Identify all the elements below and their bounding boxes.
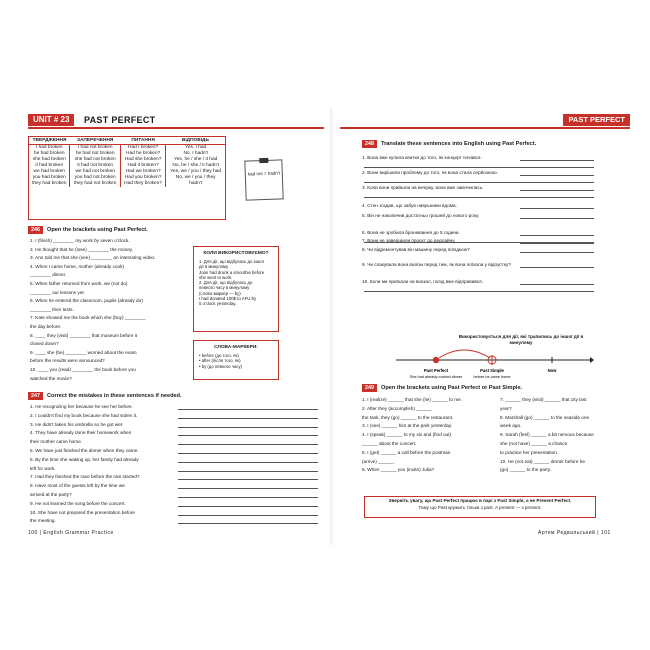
exercise-line: to practice her presentation. (500, 449, 559, 455)
table-cell: Had you broken? (120, 175, 165, 181)
marker-item: • before (до того, як) (199, 353, 239, 358)
table-cell: you had not broken (70, 175, 120, 181)
exercise-line: 4. When I came home, mother (already cook) (30, 263, 125, 269)
unit-title: PAST PERFECT (84, 115, 156, 125)
pin-icon (259, 158, 268, 163)
answer-line[interactable] (520, 284, 594, 285)
exercise-line: 3. I (see) ______ him at the park yesterday. (362, 423, 453, 429)
exercise-line: the task, they (go) ______ to the restaurant. (362, 414, 454, 420)
table-cell: No, he / she / it hadn't (172, 163, 219, 168)
right-footer: Артем Редвальський | 101 (538, 530, 611, 536)
note-text: had not = hadn't (247, 170, 280, 177)
table-row (29, 181, 225, 187)
exercise-line: arrived at the party? (30, 492, 72, 497)
exercise-line: 6. When he entered the classroom, pupils (already do) (30, 298, 143, 304)
table-header: ТВЕРДЖЕННЯ (29, 137, 70, 145)
answer-line[interactable] (520, 243, 594, 244)
note-line: Зверніть увагу, що Past Perfect працює в парі з Past Simple, а не Present Perfect. (388, 498, 572, 503)
markers-box-title: СЛОВА-МАРКЕРИ: (214, 345, 258, 350)
unit-header (28, 114, 324, 129)
usage-item: Joan had drunk a smoothie before (199, 269, 265, 275)
exercise-line: ______ about the concert. (362, 441, 417, 446)
exercise-line: 10. Коли ми приїхали на вокзал, поїзд вже відправився. (362, 279, 483, 284)
answer-line[interactable] (520, 208, 594, 209)
exercise-line: 3. Коли вони прийшли на вечірку, вона вже закінчилась. (362, 185, 484, 190)
answer-line[interactable] (178, 444, 318, 445)
table-cell: No, we / you / they (175, 175, 216, 180)
exercise-line: 10. She have not prepared the presentation before (30, 509, 136, 515)
exercise-line: 7. ______ they (visit) ______ that city last (500, 397, 587, 402)
table-header: ЗАПЕРЕЧЕННЯ (70, 137, 120, 145)
table-cell: Yes, he / she / it had (174, 157, 218, 162)
exercise-line: 3. Ann told me that she (see) ________ an interesting video. (30, 255, 156, 261)
table-cell: I had not broken (70, 145, 120, 152)
answer-line[interactable] (178, 479, 318, 480)
table-header: ВІДПОВІДЬ (166, 137, 225, 145)
note-line: Тому що Past кружить тільки з past. A present — з present. (418, 505, 542, 510)
timeline-arrow (439, 350, 490, 358)
exercise-line: 10. He (not eat) ______ dinner before he (500, 458, 585, 464)
answer-line[interactable] (364, 197, 594, 198)
exercise-line: 2. He thought that he (lose) ________ the money. (30, 246, 134, 252)
table-cell: he had not broken (70, 151, 120, 157)
answer-line[interactable] (520, 235, 594, 236)
grammar-note-box (364, 496, 596, 518)
table-cell: Had it broken? (120, 163, 165, 169)
exercise-line: 7. Had they finished the race before the rain started? (30, 474, 140, 480)
timeline-hint: Використовується для дії, які трапились до іншої дії в минулому (458, 334, 584, 345)
exercise-line: 1. Вона вже купила квитки до того, як концерт почався. (362, 155, 482, 160)
marker-item: • by (до певного часу) (199, 363, 243, 369)
marker-item: • after (після того, як) (199, 358, 241, 364)
table-cell: she had broken (29, 157, 70, 163)
table-cell: hadn't (189, 181, 203, 186)
exercise-line: week ago. (500, 423, 522, 429)
exercise-line: 6. When ______ you (invite) Julia? (362, 467, 435, 473)
answer-line[interactable] (364, 291, 594, 292)
exercise-line: left for work. (30, 465, 56, 471)
exercise-line: 5. I (get) ______ a call before the postman (362, 449, 451, 455)
table-cell: it had broken (29, 163, 70, 169)
table-cell: Had I broken? (120, 145, 165, 152)
usage-item: дії в минулому (199, 264, 229, 270)
exercise-line: 2. After they (accomplish) ______ (362, 405, 432, 411)
exercise-line: 6. Вона не зробила бронювання до 5 години. (362, 230, 460, 235)
exercise-line: 8. ____ they (visit) ________ that museum before it (30, 332, 138, 338)
table-cell: Had she broken? (120, 157, 165, 163)
markers-box (193, 340, 279, 380)
exercise-line: 6. By the time she waking up, her family had already (30, 456, 139, 462)
exercise-title: Translate these sentences into English using Past Perfect. (381, 141, 537, 147)
table-cell: Yes, we / you / they had (170, 169, 222, 174)
exercise-title: Open the brackets using Past Perfect. (47, 227, 148, 233)
exercise-line: 4. I (speak) ______ to my sis and (find out) (362, 432, 452, 438)
exercise-line: 4. They have already done their homework when (30, 430, 132, 436)
right-badge: PAST PERFECT (563, 114, 630, 126)
exercise-line: 9. Sarah (feel) ______ a bit nervous because (500, 432, 594, 438)
answer-line[interactable] (364, 182, 594, 183)
answer-line[interactable] (520, 175, 594, 176)
table-header: ПИТАННЯ (120, 137, 165, 145)
table-cell: we had broken (29, 169, 70, 175)
exercise-line: before the results were announced? (30, 358, 105, 364)
exercise-line: 2. I couldn't find my book because she had stolen it. (30, 412, 138, 418)
exercise-line: 8. Have most of the guests left by the time we (30, 483, 125, 489)
answer-line[interactable] (520, 190, 594, 191)
answer-line[interactable] (178, 497, 318, 498)
usage-item: she went to work. (199, 274, 233, 280)
exercise-line: 7. Kate showed me the book which she (buy) ________ (30, 315, 146, 321)
exercise-line: the day before. (30, 324, 62, 329)
unit-badge: UNIT # 23 (28, 114, 74, 126)
exercise-number: 249 (362, 384, 377, 392)
answer-line[interactable] (178, 515, 318, 516)
exercise-line: 3. He didn't taken his umbrella so he got wet. (30, 421, 124, 427)
exercise-line: ________ dinner. (30, 272, 67, 278)
exercise-248-header (362, 140, 536, 148)
table-cell: he had broken (29, 151, 70, 157)
right-header (340, 114, 630, 129)
exercise-line: 9. He not learned the song before the concert. (30, 500, 126, 506)
table-cell: it had not broken (70, 163, 120, 169)
exercise-line: 5. Він не накопичив достатньо грошей до нового року. (362, 213, 480, 218)
exercise-line: their mother came home. (30, 439, 83, 445)
exercise-number: 248 (362, 140, 377, 148)
exercise-line: 4. Стен згадав, що забув навушники вдома. (362, 203, 457, 208)
exercise-line: (go) ______ to the party. (500, 467, 551, 473)
exercise-line: the meeting. (30, 518, 56, 524)
page-gutter (330, 108, 334, 545)
table-cell: Had he broken? (120, 151, 165, 157)
usage-item: певного часу в минулому (199, 285, 250, 291)
exercise-line: 7. Вони не завершили проєкт до дедлайну. (362, 238, 456, 243)
answer-line[interactable] (178, 453, 318, 454)
answer-line[interactable] (520, 218, 594, 219)
table-cell: No, I hadn't (183, 151, 208, 156)
exercise-line: 8. Marshall (go) ______ to the seaside one (500, 414, 590, 420)
label-past-simple: Past Simple (480, 368, 504, 373)
usage-box-title: КОЛИ ВИКОРИСТОВУЄМО? (203, 251, 269, 256)
usage-item: I had donated 100$ to AFU by (199, 296, 257, 302)
exercise-line: watched the movie? (30, 375, 72, 381)
answer-line[interactable] (364, 167, 594, 168)
answer-line[interactable] (178, 523, 318, 524)
past-perfect-point (433, 357, 439, 363)
answer-line[interactable] (178, 435, 318, 436)
sticky-note (244, 159, 283, 200)
answer-line[interactable] (520, 252, 594, 253)
label-now: Now (547, 368, 557, 373)
exercise-line: 1. I (realize) ______ that she (lie) ______ to me. (362, 397, 463, 402)
timeline-arrowhead (590, 357, 594, 363)
exercise-number: 247 (28, 392, 43, 400)
conjugation-table (28, 136, 226, 220)
answer-line[interactable] (178, 506, 318, 507)
usage-item: 1. Для дії, що відбулась до іншої (199, 259, 264, 264)
exercise-line: ________ their tests. (30, 306, 74, 312)
usage-item: 2. Для дії, що відбулась до (199, 280, 253, 286)
answer-line[interactable] (178, 471, 318, 472)
answer-line[interactable] (178, 462, 318, 463)
exercise-249-header (362, 384, 522, 392)
answer-line[interactable] (178, 418, 318, 419)
exercise-line: 9. ____ she (be) ________ worried about the exam (30, 349, 137, 355)
exercise-line: year? (500, 405, 512, 411)
table-cell: she had not broken (70, 157, 120, 163)
exercise-title: Correct the mistakes in these sentences if needed. (47, 393, 182, 399)
table-cell: I had broken (29, 145, 70, 152)
exercise-number: 246 (28, 226, 43, 234)
exercise-title: Open the brackets using Past Perfect or Past Simple. (381, 385, 523, 391)
usage-item: 5 o'clock yesterday. (199, 301, 237, 307)
table-cell: they had broken (29, 181, 70, 187)
exercise-line: closed down? (30, 341, 59, 347)
table-cell: Had they broken? (120, 181, 165, 187)
table-cell: Yes, I had (185, 145, 207, 150)
exercise-line: 2. Вони вирішили проблему до того, як вона стала серйозною. (362, 170, 498, 175)
exercise-246-header (28, 226, 148, 234)
left-footer: 100 | English Grammar Practice (28, 530, 114, 536)
label-past-simple-sub: before he came home (473, 375, 511, 379)
exercise-line: she (not have) ______ a chance (500, 441, 568, 446)
label-past-perfect-sub: She had already cooked dinner (409, 375, 463, 379)
answer-line[interactable] (520, 160, 594, 161)
usage-item: (слово-маркер — by) (199, 290, 241, 296)
exercise-line: 5. We have just finished the dinner when they came. (30, 448, 139, 453)
table-cell: we had not broken (70, 169, 120, 175)
table-cell: Had we broken? (120, 169, 165, 175)
exercise-line: 10. ____ you (read) ________ the book before you (30, 367, 136, 372)
answer-line[interactable] (520, 267, 594, 268)
table-cell: you had broken (29, 175, 70, 181)
exercise-247-header (28, 392, 182, 400)
answer-line[interactable] (178, 409, 318, 410)
label-past-perfect: Past Perfect (423, 368, 449, 373)
exercise-line: 5. When father returned from work, we (not do) (30, 281, 128, 286)
exercise-line: ________ our lessons yet. (30, 289, 85, 295)
usage-box (193, 246, 279, 332)
answer-line[interactable] (178, 488, 318, 489)
exercise-line: 9. Чи спакувала вона валізи перед тим, як вона поїхала у відпустку? (362, 262, 511, 267)
exercise-line: 1. He recognizing her because he see her before. (30, 404, 133, 409)
exercise-line: 1. I (finish) ________ my work by seven o'clock. (30, 238, 130, 243)
exercise-line: 8. Чи відремонтував він машину перед поїздкою? (362, 247, 470, 252)
answer-line[interactable] (178, 427, 318, 428)
table-cell: they had not broken (70, 181, 120, 187)
exercise-line: (arrive) ______. (362, 458, 396, 464)
